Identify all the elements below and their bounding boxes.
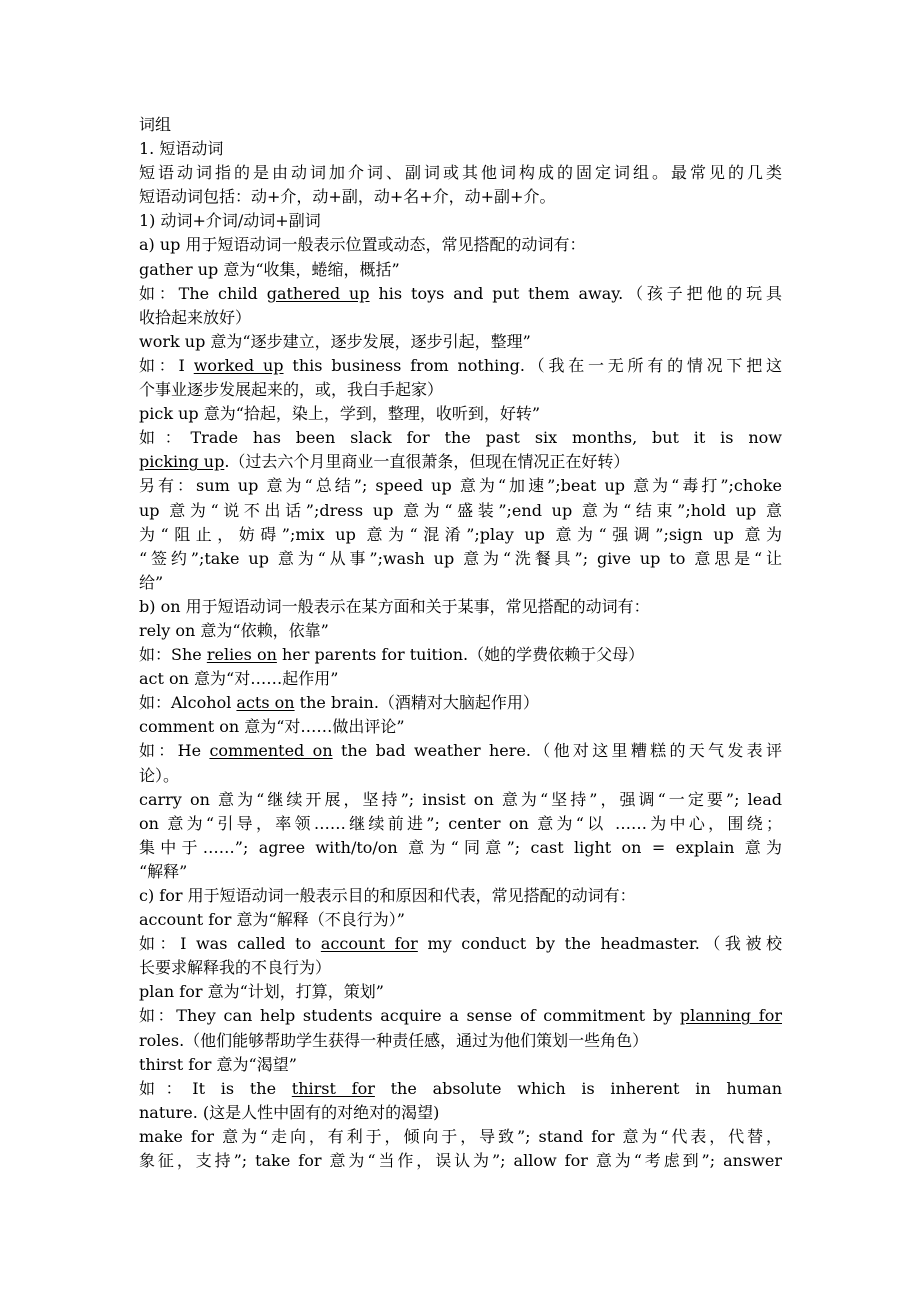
text-segment: 1. 短语动词 <box>139 139 224 159</box>
text-segment: thirst for 意为“渴望” <box>139 1054 297 1074</box>
underlined-phrase: worked up <box>193 355 284 375</box>
underlined-phrase: picking up <box>139 452 225 472</box>
text-line <box>139 523 782 547</box>
text-line <box>139 595 782 619</box>
text-line <box>139 137 782 161</box>
text-segment: carry on 意为“继续开展，坚持”; insist on 意为“坚持”，强调“一定要”; lead <box>139 789 782 809</box>
text-line <box>139 426 782 450</box>
text-line <box>139 474 782 498</box>
text-segment: up 意为“说不出话”;dress up 意为“盛装”;end up 意为“结束”;hold up 意 <box>139 500 782 520</box>
text-line <box>139 932 782 956</box>
text-line <box>139 233 782 257</box>
text-segment: 短语动词包括：动+介，动+副，动+名+介，动+副+介。 <box>139 187 556 207</box>
text-segment: work up 意为“逐步建立，逐步发展，逐步引起，整理” <box>139 331 531 351</box>
text-segment: the bad weather here.（他对这里糟糕的天气发表评 <box>332 741 782 761</box>
text-line <box>139 258 782 282</box>
text-segment: account for 意为“解释（不良行为）” <box>139 910 405 930</box>
text-segment: rely on 意为“依赖，依靠” <box>139 620 329 640</box>
text-segment: gather up 意为“收集，蜷缩，概括” <box>139 259 400 279</box>
text-line <box>139 980 782 1004</box>
text-line <box>139 354 782 378</box>
underlined-phrase: commented on <box>209 741 333 761</box>
text-segment: 如：It is the <box>139 1078 292 1098</box>
text-segment: c) for 用于短语动词一般表示目的和原因和代表，常见搭配的动词有： <box>139 886 636 905</box>
text-segment: act on 意为“对……起作用” <box>139 669 339 689</box>
text-segment: b) on 用于短语动词一般表示在某方面和关于某事，常见搭配的动词有： <box>139 596 650 616</box>
text-line <box>139 113 782 137</box>
text-line <box>139 812 782 836</box>
underlined-phrase: gathered up <box>266 283 370 303</box>
text-segment: the absolute which is inherent in human <box>374 1078 782 1098</box>
text-segment: 如：The child <box>139 283 267 303</box>
text-segment: plan for 意为“计划，打算，策划” <box>139 982 384 1002</box>
text-segment: 象征，支持”; take for 意为“当作，误认为”; allow for 意为“考虑到”; answer <box>139 1151 782 1171</box>
underlined-phrase: acts on <box>236 693 295 713</box>
text-line <box>139 450 782 474</box>
text-line <box>139 1149 782 1173</box>
text-segment: 论）。 <box>139 765 180 785</box>
text-line <box>139 1101 782 1125</box>
text-segment: 如：Alcohol <box>139 693 237 713</box>
text-line <box>139 378 782 402</box>
text-segment: her parents for tuition.（她的学费依赖于父母） <box>276 645 645 665</box>
text-segment: 长要求解释我的不良行为） <box>139 958 332 978</box>
text-segment: my conduct by the headmaster.（我被校 <box>417 934 782 954</box>
text-line <box>139 956 782 980</box>
text-segment: 词组 <box>139 115 172 134</box>
text-line <box>139 691 782 715</box>
text-segment: 如：Trade has been slack for the past six months, but it is now <box>139 428 782 448</box>
underlined-phrase: account for <box>320 934 418 954</box>
text-line <box>139 619 782 643</box>
text-line <box>139 185 782 209</box>
underlined-phrase: thirst for <box>291 1078 375 1098</box>
text-segment: make for 意为“走向，有利于，倾向于，导致”; stand for 意为“代表，代替， <box>139 1126 782 1146</box>
text-line <box>139 667 782 691</box>
text-segment: .（过去六个月里商业一直很萧条，但现在情况正在好转） <box>224 452 630 472</box>
text-segment: “签约”;take up 意为“从事”;wash up 意为“洗餐具”; give up to 意思是“让 <box>139 548 782 568</box>
text-line <box>139 884 782 908</box>
text-segment: 个事业逐步发展起来的，或，我白手起家） <box>139 380 444 400</box>
text-segment: a) up 用于短语动词一般表示位置或动态，常见搭配的动词有： <box>139 235 586 255</box>
text-segment: on 意为“引导，率领……继续前进”; center on 意为“以 ……为中心，围绕； <box>139 813 782 833</box>
underlined-phrase: relies on <box>206 645 277 665</box>
text-line <box>139 1004 782 1028</box>
text-segment: 1) 动词+介词/动词+副词 <box>139 211 321 231</box>
text-line <box>139 161 782 185</box>
text-segment: comment on 意为“对……做出评论” <box>139 717 405 737</box>
text-line <box>139 860 782 884</box>
text-line <box>139 908 782 932</box>
text-line <box>139 1029 782 1053</box>
text-line <box>139 499 782 523</box>
text-line <box>139 282 782 306</box>
text-line <box>139 1053 782 1077</box>
text-line <box>139 643 782 667</box>
text-segment: roles.（他们能够帮助学生获得一种责任感，通过为他们策划一些角色） <box>139 1030 649 1050</box>
text-segment: 收拾起来放好） <box>139 307 252 327</box>
text-line <box>139 836 782 860</box>
text-line <box>139 764 782 788</box>
text-segment: nature. (这是人性中固有的对绝对的渴望) <box>139 1102 440 1122</box>
text-line <box>139 1125 782 1149</box>
text-segment: his toys and put them away.（孩子把他的玩具 <box>369 283 782 303</box>
text-segment: 如：He <box>139 741 210 761</box>
text-line <box>139 402 782 426</box>
text-segment: 短语动词指的是由动词加介词、副词或其他词构成的固定词组。最常见的几类 <box>139 163 782 183</box>
text-line <box>139 547 782 571</box>
text-line <box>139 715 782 739</box>
text-segment: this business from nothing.（我在一无所有的情况下把这 <box>283 355 782 375</box>
text-segment: 集中于……”; agree with/to/on 意为“同意”; cast light on = explain 意为 <box>139 837 782 857</box>
text-segment: 如：I <box>139 355 194 375</box>
text-segment: “解释” <box>139 861 188 881</box>
text-line <box>139 739 782 763</box>
underlined-phrase: planning for <box>679 1006 782 1026</box>
text-line <box>139 1077 782 1101</box>
text-segment: the brain.（酒精对大脑起作用） <box>294 693 539 713</box>
text-segment: 为“阻止，妨碍”;mix up 意为“混淆”;play up 意为“强调”;sign up 意为 <box>139 524 782 544</box>
text-segment: 如：She <box>139 645 207 665</box>
text-line <box>139 330 782 354</box>
text-line <box>139 788 782 812</box>
text-line <box>139 571 782 595</box>
document-body <box>139 113 782 1173</box>
text-segment: pick up 意为“拾起，染上，学到，整理，收听到，好转” <box>139 404 541 424</box>
text-segment: 另有：sum up 意为“总结”; speed up 意为“加速”;beat up 意为“毒打”;choke <box>139 476 782 496</box>
text-line <box>139 306 782 330</box>
text-segment: 如：I was called to <box>139 934 321 954</box>
text-segment: 给” <box>139 572 164 592</box>
text-segment: 如：They can help students acquire a sense of commitment by <box>139 1006 680 1026</box>
text-line <box>139 209 782 233</box>
